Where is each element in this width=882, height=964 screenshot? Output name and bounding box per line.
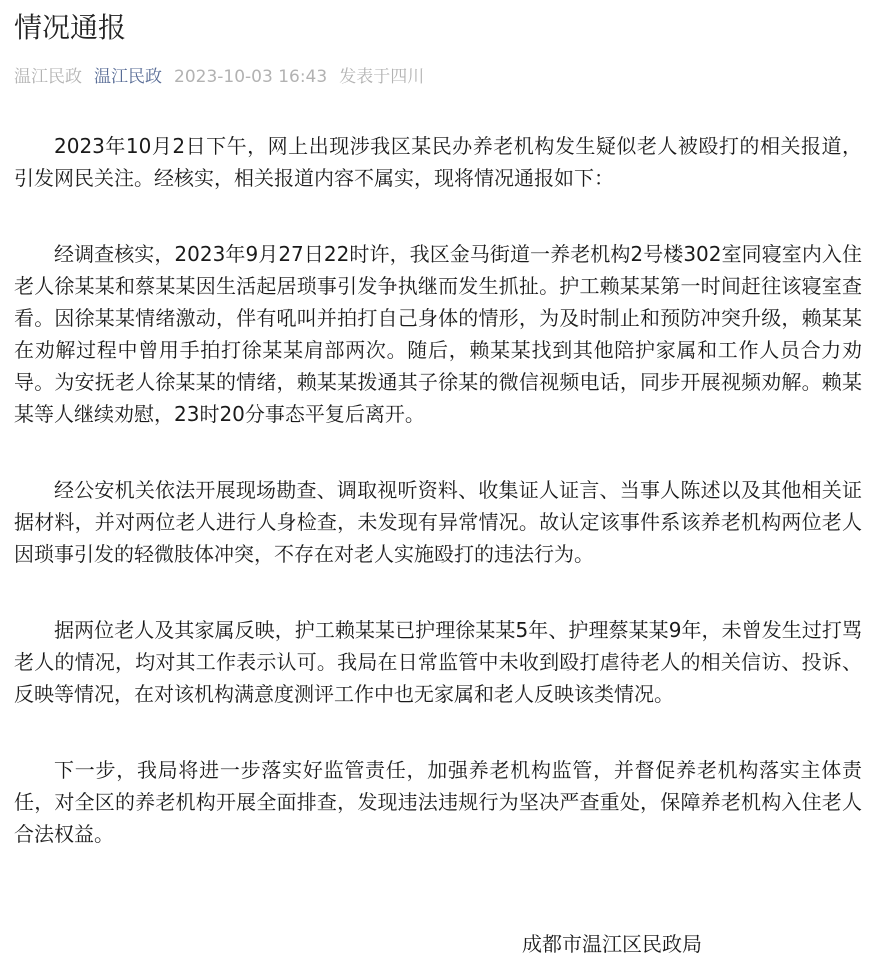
publish-datetime: 2023-10-03 16:43: [174, 67, 328, 87]
paragraph-investigation: 经调查核实，2023年9月27日22时许，我区金马街道一养老机构2号楼302室同寝室内入住老人徐某某和蔡某某因生活起居琐事引发争执继而发生抓扯。护工赖某某第一时间赶往该寝室查看。因徐某某情绪激动，伴有吼叫并拍打自己身体的情形，为及时制止和预防冲突升级，赖某某在劝解过程中曾用手拍打徐某某肩部两次。随后，赖某某找到其他陪护家属和工作人员合力劝导。为安抚老人徐某某的情绪，赖某某拨通其子徐某的微信视频电话，同步开展视频劝解。赖某某等人继续劝慰，23时20分事态平复后离开。: [14, 242, 862, 426]
article-content: [14, 130, 862, 894]
issuer-signature: 成都市温江区民政局: [522, 932, 702, 956]
author-name: 温江民政: [14, 67, 82, 87]
paragraph-intro: 2023年10月2日下午，网上出现涉我区某民办养老机构发生疑似老人被殴打的相关报道，引发网民关注。经核实，相关报道内容不属实，现将情况通报如下：: [14, 134, 862, 190]
paragraph-police-findings: 经公安机关依法开展现场勘查、调取视听资料、收集证人证言、当事人陈述以及其他相关证据材料，并对两位老人进行人身检查，未发现有异常情况。故认定该事件系该养老机构两位老人因琐事引发的轻微肢体冲突，不存在对老人实施殴打的违法行为。: [14, 478, 862, 566]
article-title: 情况通报: [14, 11, 127, 44]
paragraph-next-steps: 下一步，我局将进一步落实好监管责任，加强养老机构监管，并督促养老机构落实主体责任，对全区的养老机构开展全面排查，发现违法违规行为坚决严查重处，保障养老机构入住老人合法权益。: [14, 758, 862, 846]
account-name-link[interactable]: 温江民政: [94, 67, 162, 87]
article-meta: [14, 64, 436, 90]
publish-location: 发表于四川: [339, 67, 425, 87]
paragraph-family-feedback: 据两位老人及其家属反映，护工赖某某已护理徐某某5年、护理蔡某某9年，未曾发生过打骂老人的情况，均对其工作表示认可。我局在日常监管中未收到殴打虐待老人的相关信访、投诉、反映等情况，在对该机构满意度测评工作中也无家属和老人反映该类情况。: [14, 618, 862, 706]
